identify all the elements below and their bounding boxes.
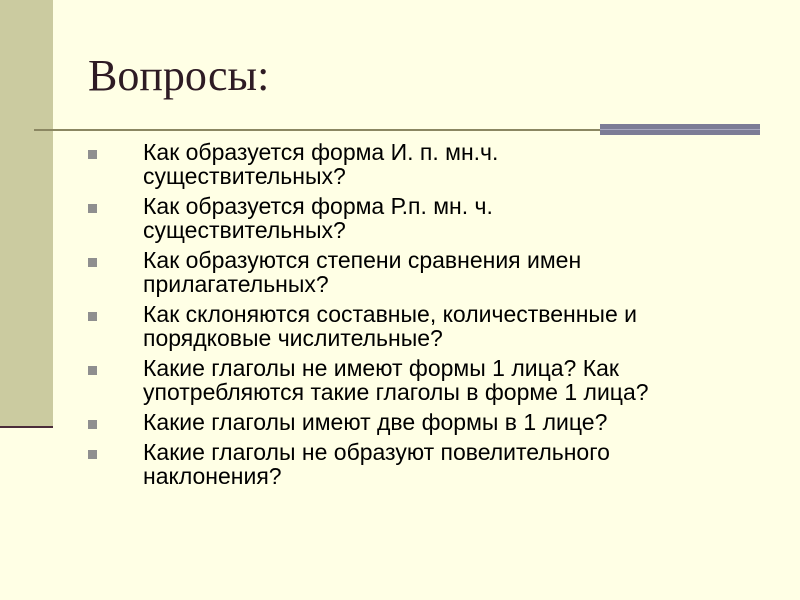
square-bullet-icon [88,204,97,213]
title-divider [34,129,600,131]
question-text-line1: Какие глаголы имеют две формы в 1 лице? [143,409,608,435]
question-text-line2: употребляются такие глаголы в форме 1 лица? [143,379,649,405]
question-list [86,140,766,494]
list-item [86,140,766,188]
question-text-line2: существительных? [143,217,346,243]
square-bullet-icon [88,450,97,459]
list-item [86,356,766,404]
left-decorative-band [0,0,53,426]
list-item [86,194,766,242]
question-text-line1: Как образуется форма И. п. мн.ч. [143,139,499,165]
question-text-line2: прилагательных? [143,271,329,297]
square-bullet-icon [88,366,97,375]
title-accent-highlight [600,129,760,130]
slide-title: Вопросы: [88,51,270,100]
question-text-line1: Как образуется форма Р.п. мн. ч. [143,193,493,219]
list-item [86,410,766,434]
list-item [86,440,766,488]
list-item [86,248,766,296]
question-text-line2: наклонения? [143,463,282,489]
question-text-line1: Как образуются степени сравнения имен [143,247,582,273]
question-text-line1: Как склоняются составные, количественные и [143,301,637,327]
square-bullet-icon [88,258,97,267]
question-text-line2: порядковые числительные? [143,325,443,351]
square-bullet-icon [88,150,97,159]
square-bullet-icon [88,420,97,429]
question-text-line1: Какие глаголы не образуют повелительного [143,439,610,465]
list-item [86,302,766,350]
square-bullet-icon [88,312,97,321]
left-band-underline [0,426,53,428]
question-text-line1: Какие глаголы не имеют формы 1 лица? Как [143,355,619,381]
question-text-line2: существительных? [143,163,346,189]
